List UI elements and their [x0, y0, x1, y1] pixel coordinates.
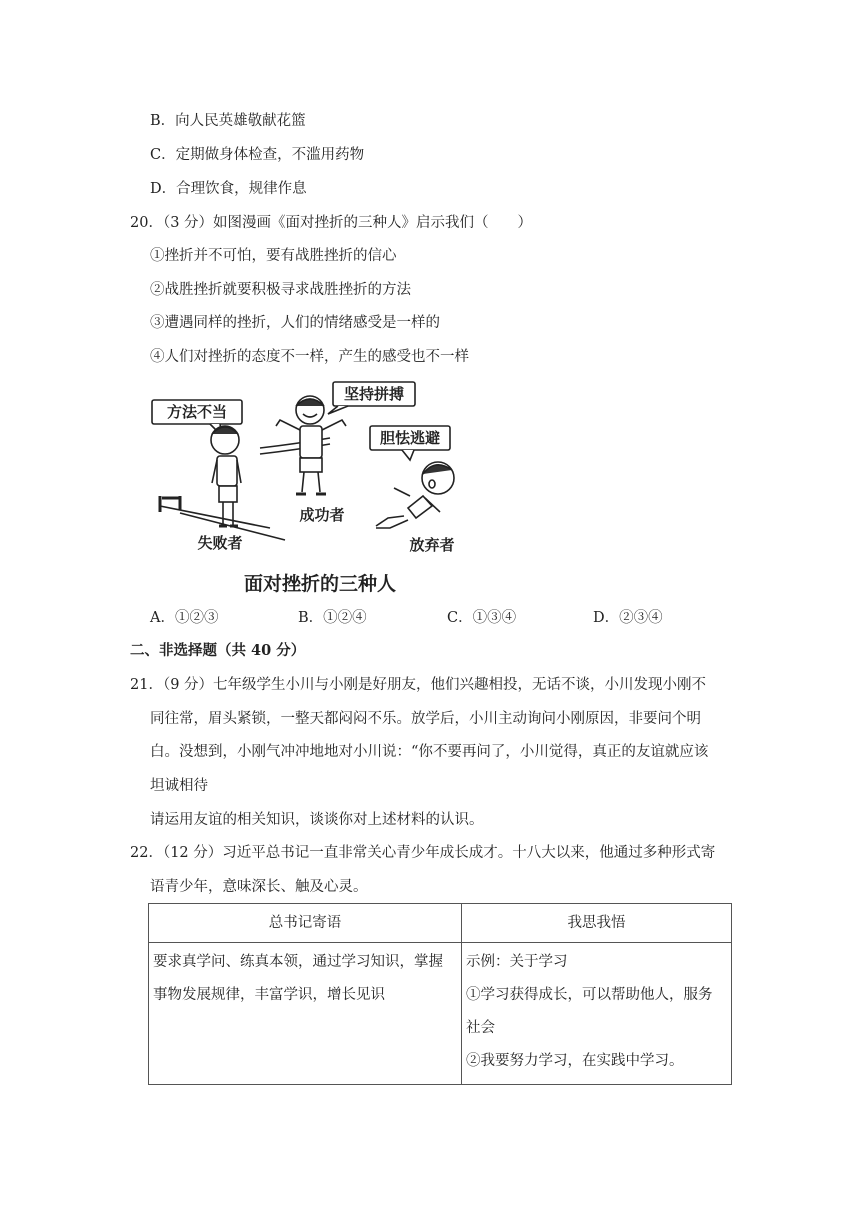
q19-option-b: B．向人民英雄敬献花篮	[150, 113, 306, 129]
q20-statement-3: ③遭遇同样的挫折，人们的情绪感受是一样的	[150, 315, 440, 331]
bubble-right-text: 胆怯逃避	[379, 429, 441, 447]
q20-choices	[150, 608, 710, 630]
cartoon-figure	[140, 378, 455, 603]
label-failure: 失败者	[197, 534, 243, 552]
table-right-line-1: 示例：关于学习	[466, 954, 568, 970]
table-left-line-2: 事物发展规律，丰富学识，增长见识	[153, 987, 385, 1003]
q20-statement-2: ②战胜挫折就要积极寻求战胜挫折的方法	[150, 282, 411, 298]
q20-choice-a: A．①②③	[150, 610, 219, 626]
table-right-line-4: ②我要努力学习，在实践中学习。	[466, 1053, 684, 1069]
table-right-line-2: ①学习获得成长，可以帮助他人，服务	[466, 987, 713, 1003]
q20-statement-4: ④人们对挫折的态度不一样，产生的感受也不一样	[150, 349, 469, 365]
bubble-middle-text: 坚持拼搏	[343, 385, 405, 403]
bubble-right	[370, 426, 450, 460]
cartoon-caption: 面对挫折的三种人	[243, 573, 397, 595]
q21-line-1: 21．（9 分）七年级学生小川与小刚是好朋友，他们兴趣相投，无话不谈，小川发现小刚不	[130, 677, 707, 693]
q21-line-2: 同往常，眉头紧锁，一整天都闷闷不乐。放学后，小川主动询问小刚原因，非要问个明	[150, 711, 701, 727]
q20-statement-1: ①挫折并不可怕，要有战胜挫折的信心	[150, 248, 397, 264]
section-title: 二、非选择题（共 40 分）	[130, 642, 306, 659]
q22-line-1: 22．（12 分）习近平总书记一直非常关心青少年成长成才。十八大以来，他通过多种形式寄	[130, 845, 716, 861]
bubble-left-text: 方法不当	[166, 403, 228, 421]
q21-prompt: 请运用友谊的相关知识，谈谈你对上述材料的认识。	[150, 812, 484, 828]
label-success: 成功者	[299, 506, 345, 524]
q20-stem: 20．（3 分）如图漫画《面对挫折的三种人》启示我们（ ）	[130, 215, 533, 231]
label-quitter: 放弃者	[409, 536, 455, 554]
table-cell-left	[149, 943, 462, 1085]
failure-kid	[211, 426, 241, 526]
table-right-line-3: 社会	[466, 1020, 495, 1036]
q19-option-c: C．定期做身体检查，不滥用药物	[150, 147, 365, 163]
q22-line-2: 语青少年，意味深长、触及心灵。	[150, 879, 368, 895]
q21-line-4: 坦诚相待	[150, 778, 208, 794]
q21-line-3: 白。没想到，小刚气冲冲地地对小川说：“你不要再问了，小川觉得，真正的友谊就应该	[150, 744, 709, 760]
bubble-middle	[328, 382, 415, 414]
quitter-kid	[376, 462, 454, 528]
table-header-left: 总书记寄语	[149, 904, 462, 943]
table-left-line-1: 要求真学问、练真本领，通过学习知识，掌握	[153, 954, 443, 970]
q22-table	[148, 903, 732, 1085]
table-header-right: 我思我悟	[462, 904, 732, 943]
table-cell-right	[462, 943, 732, 1085]
q20-choice-c: C．①③④	[447, 610, 517, 626]
q20-choice-d: D．②③④	[593, 610, 663, 626]
q20-choice-b: B．①②④	[298, 610, 367, 626]
q19-option-d: D．合理饮食，规律作息	[150, 181, 307, 197]
